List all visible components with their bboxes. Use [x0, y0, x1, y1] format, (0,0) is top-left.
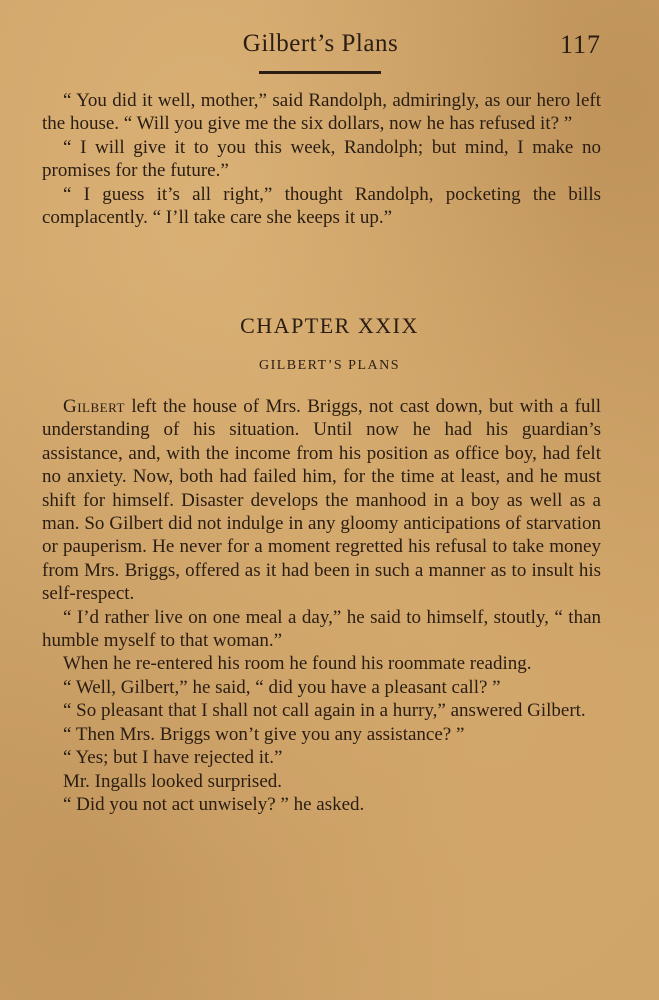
opening-text: left the house of Mrs. Briggs, not cast down, but with a full understanding of his situation. Until now he had his guardian’s assistance, and, with the income from his position as office boy, had felt no anxiety. Now, both had failed him, for the time at least, and he must shift for himself. Disaster develops the manhood in a boy as well as a man. So Gilbert did not indulge in any gloomy anticipations of starvation or pauperism. He never for a moment regretted his refusal to take money from Mrs. Briggs, offered as it had been in such a manner as to insult his self-respect.: [42, 396, 601, 605]
opening-paragraph: [42, 395, 601, 606]
paragraph: “ Did you not act unwisely? ” he asked.: [63, 793, 365, 815]
paragraph: “ I’d rather live on one meal a day,” he said to himself, stoutly, “ than humble myself to that woman.”: [42, 606, 601, 652]
chapter-heading: CHAPTER XXIX: [240, 313, 419, 338]
chapter-body: [42, 395, 601, 816]
running-head: [40, 30, 601, 62]
paragraph: When he re-entered his room he found his roommate reading.: [63, 653, 532, 675]
paragraph: “ Yes; but I have rejected it.”: [63, 747, 283, 769]
running-title: Gilbert’s Plans: [242, 30, 399, 57]
paragraph: “ I guess it’s all right,” thought Randolph, pocketing the bills complacently. “ I’ll take care she keeps it up.”: [42, 183, 601, 229]
paragraph: “ I will give it to you this week, Randolph; but mind, I make no promises for the future.”: [42, 136, 601, 182]
header-rule: [259, 71, 381, 74]
paragraph: “ Well, Gilbert,” he said, “ did you have a pleasant call? ”: [63, 676, 501, 698]
paragraph: Mr. Ingalls looked surprised.: [63, 770, 283, 792]
opening-word: Gilbert: [63, 396, 125, 417]
page-number: 117: [559, 30, 601, 59]
chapter-subtitle: GILBERT’S PLANS: [258, 358, 401, 373]
paragraph: “ So pleasant that I shall not call again in a hurry,” answered Gilbert.: [63, 700, 586, 722]
paragraph: “ You did it well, mother,” said Randolph, admiringly, as our hero left the house. “ Will you give me the six dollars, now he has refused it? ”: [42, 90, 601, 135]
paragraph: “ Then Mrs. Briggs won’t give you any assistance? ”: [63, 723, 465, 745]
previous-chapter-ending: [42, 89, 601, 229]
